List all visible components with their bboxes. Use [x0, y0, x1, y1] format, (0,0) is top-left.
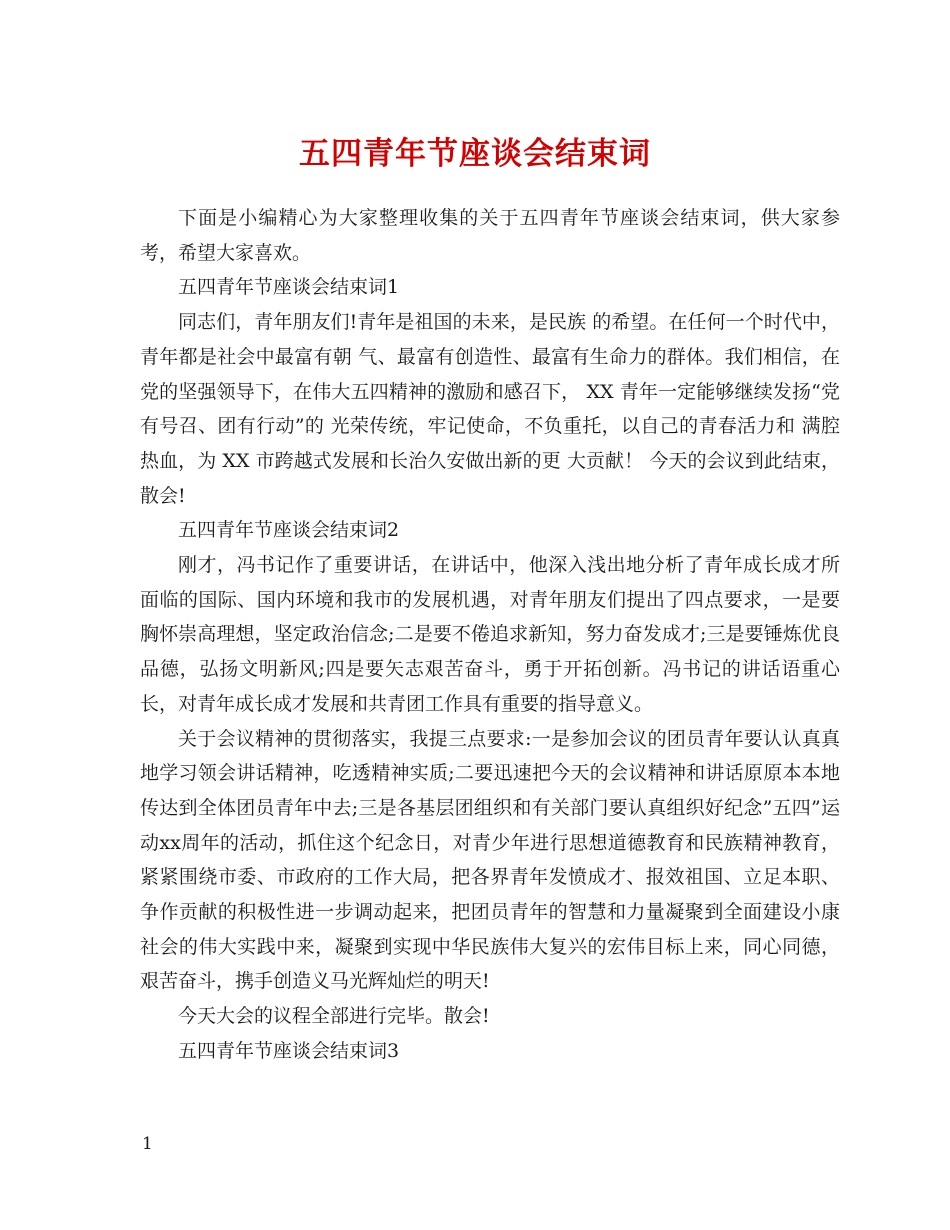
section-heading-2: 五四青年节座谈会结束词2: [178, 519, 400, 542]
section-heading-1: 五四青年节座谈会结束词1: [178, 276, 400, 299]
section-2-paragraph-2: 关于会议精神的贯彻落实，我提三点要求:一是参加会议的团员青年要认认真真地学习领会讲话精神，吃透精神实质;二要迅速把今天的会议精神和讲话原原本本地传达到全体团员青年中去;三是各基层团组织和有关部门要认真组织好纪念”五四”运动xx周年的活动，抓住这个纪念日，对青少年进行思想道德教育和民族精神教育，紧紧围绕市委、市政府的工作大局，把各界青年发愤成才、报效祖国、立足本职、争作贡献的积极性进一步调动起来，把团员青年的智慧和力量凝聚到全面建设小康社会的伟大实践中来，凝聚到实现中华民族伟大复兴的宏伟目标上来，同心同德，艰苦奋斗，携手创造义马光辉灿烂的明天!: [140, 727, 840, 993]
page-title: 五四青年节座谈会结束词: [299, 136, 651, 172]
section-2-paragraph-1: 刚才，冯书记作了重要讲话，在讲话中，他深入浅出地分析了青年成长成才所面临的国际、国内环境和我市的发展机遇，对青年朋友们提出了四点要求，一是要胸怀崇高理想，坚定政治信念;二是要不倦追求新知，努力奋发成才;三是要锤炼优良品德，弘扬文明新风;四是要矢志艰苦奋斗，勇于开拓创新。冯书记的讲话语重心长，对青年成长成才发展和共青团工作具有重要的指导意义。: [140, 554, 840, 715]
section-2-paragraph-3: 今天大会的议程全部进行完毕。散会!: [178, 1005, 490, 1028]
page-number: 1: [142, 1134, 153, 1154]
section-1-paragraph-1: 同志们，青年朋友们!青年是祖国的未来，是民族 的希望。在任何一个时代中，青年都是社会中最富有朝 气、最富有创造性、最富有生命力的群体。我们相信，在党的坚强领导下，在伟大五四精神的激励和感召下， XX 青年一定能够继续发扬“党有号召、团有行动”的 光荣传统，牢记使命，不负重托，以自己的青春活力和 满腔热血，为 XX 市跨越式发展和长治久安做出新的更 大贡献！ 今天的会议到此结束，散会!: [140, 311, 840, 507]
document-body: [140, 201, 840, 1069]
intro-paragraph: 下面是小编精心为大家整理收集的关于五四青年节座谈会结束词，供大家参考，希望大家喜欢。: [140, 207, 840, 264]
section-heading-3: 五四青年节座谈会结束词3: [178, 1039, 400, 1062]
